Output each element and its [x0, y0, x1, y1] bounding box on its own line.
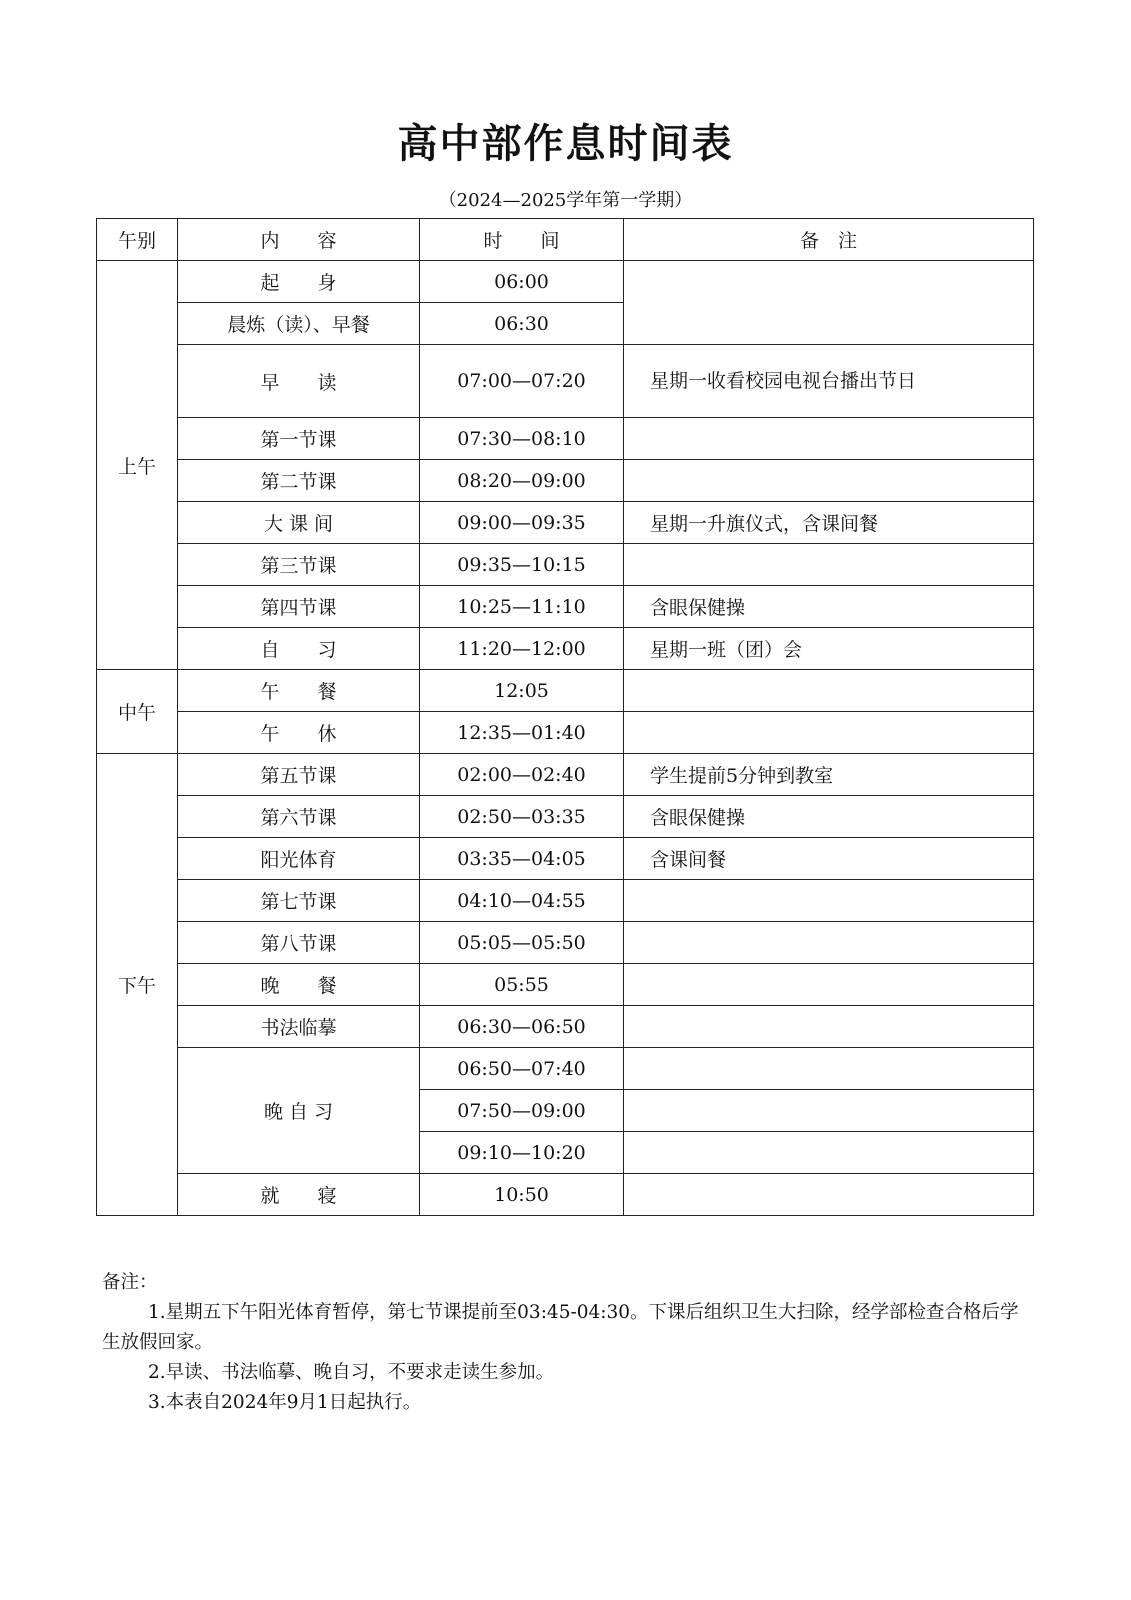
row-remark [624, 1048, 1034, 1090]
row-content: 阳光体育 [178, 838, 420, 880]
table-row [97, 628, 1034, 670]
row-content: 大 课 间 [178, 502, 420, 544]
row-remark [624, 1132, 1034, 1174]
row-time: 10:50 [420, 1174, 624, 1216]
table-row [97, 460, 1034, 502]
row-time: 12:35—01:40 [420, 712, 624, 754]
row-remark [624, 544, 1034, 586]
row-remark [624, 880, 1034, 922]
row-content: 晚 餐 [178, 964, 420, 1006]
row-remark: 学生提前5分钟到教室 [624, 754, 1034, 796]
row-content: 起 身 [178, 261, 420, 303]
table-row [97, 670, 1034, 712]
row-content: 午 休 [178, 712, 420, 754]
table-row [97, 1174, 1034, 1216]
row-content: 第二节课 [178, 460, 420, 502]
schedule-table [96, 218, 1034, 1216]
table-row [97, 418, 1034, 460]
row-remark: 星期一升旗仪式，含课间餐 [624, 502, 1034, 544]
row-content: 第三节课 [178, 544, 420, 586]
table-row [97, 1006, 1034, 1048]
row-remark [624, 261, 1034, 345]
row-remark: 星期一班（团）会 [624, 628, 1034, 670]
table-row [97, 544, 1034, 586]
period-morning: 上午 [97, 261, 178, 670]
row-content: 就 寝 [178, 1174, 420, 1216]
table-row [97, 261, 1034, 303]
period-afternoon: 下午 [97, 754, 178, 1216]
row-time: 07:00—07:20 [420, 345, 624, 418]
table-header-row [97, 219, 1034, 261]
row-time: 06:30—06:50 [420, 1006, 624, 1048]
header-content: 内 容 [178, 219, 420, 261]
row-time: 12:05 [420, 670, 624, 712]
row-content: 第八节课 [178, 922, 420, 964]
table-row [97, 838, 1034, 880]
header-time: 时 间 [420, 219, 624, 261]
row-content: 晨炼（读）、早餐 [178, 303, 420, 345]
page-subtitle: （2024—2025学年第一学期） [438, 190, 693, 211]
note-item: 1.星期五下午阳光体育暂停，第七节课提前至03:45-04:30。下课后组织卫生大扫除，经学部检查合格后学生放假回家。 [102, 1302, 1019, 1353]
table-row [97, 796, 1034, 838]
notes-section [102, 1268, 1032, 1418]
row-content: 第七节课 [178, 880, 420, 922]
table-row [97, 964, 1034, 1006]
row-remark [624, 964, 1034, 1006]
row-time: 09:10—10:20 [420, 1132, 624, 1174]
row-remark [624, 1174, 1034, 1216]
row-content: 第一节课 [178, 418, 420, 460]
row-time: 05:55 [420, 964, 624, 1006]
row-time: 10:25—11:10 [420, 586, 624, 628]
table-row [97, 1048, 1034, 1090]
row-content: 第五节课 [178, 754, 420, 796]
row-remark [624, 922, 1034, 964]
row-remark: 含眼保健操 [624, 586, 1034, 628]
header-remark: 备 注 [624, 219, 1034, 261]
table-row [97, 502, 1034, 544]
row-time: 06:30 [420, 303, 624, 345]
period-noon: 中午 [97, 670, 178, 754]
notes-heading: 备注： [102, 1272, 158, 1293]
row-time: 08:20—09:00 [420, 460, 624, 502]
row-time: 09:35—10:15 [420, 544, 624, 586]
row-time: 06:00 [420, 261, 624, 303]
row-time: 05:05—05:50 [420, 922, 624, 964]
row-time: 04:10—04:55 [420, 880, 624, 922]
row-time: 11:20—12:00 [420, 628, 624, 670]
row-time: 03:35—04:05 [420, 838, 624, 880]
table-row [97, 712, 1034, 754]
page-title: 高中部作息时间表 [397, 121, 734, 167]
note-item: 2.早读、书法临摹、晚自习，不要求走读生参加。 [148, 1362, 555, 1383]
table-row [97, 754, 1034, 796]
row-time: 06:50—07:40 [420, 1048, 624, 1090]
row-content: 晚 自 习 [178, 1048, 420, 1174]
table-row [97, 586, 1034, 628]
row-content: 书法临摹 [178, 1006, 420, 1048]
row-time: 02:50—03:35 [420, 796, 624, 838]
note-item: 3.本表自2024年9月1日起执行。 [148, 1392, 422, 1413]
row-content: 午 餐 [178, 670, 420, 712]
row-remark [624, 670, 1034, 712]
row-content: 第四节课 [178, 586, 420, 628]
table-row [97, 880, 1034, 922]
table-row [97, 345, 1034, 418]
header-period: 午别 [97, 219, 178, 261]
row-remark [624, 1090, 1034, 1132]
row-content: 第六节课 [178, 796, 420, 838]
row-remark: 星期一收看校园电视台播出节日 [624, 345, 1034, 418]
row-remark [624, 1006, 1034, 1048]
row-time: 07:50—09:00 [420, 1090, 624, 1132]
row-content: 早 读 [178, 345, 420, 418]
row-remark: 含课间餐 [624, 838, 1034, 880]
row-time: 02:00—02:40 [420, 754, 624, 796]
row-time: 09:00—09:35 [420, 502, 624, 544]
table-row [97, 922, 1034, 964]
row-time: 07:30—08:10 [420, 418, 624, 460]
row-remark [624, 712, 1034, 754]
row-remark [624, 460, 1034, 502]
row-remark [624, 418, 1034, 460]
row-remark: 含眼保健操 [624, 796, 1034, 838]
row-content: 自 习 [178, 628, 420, 670]
